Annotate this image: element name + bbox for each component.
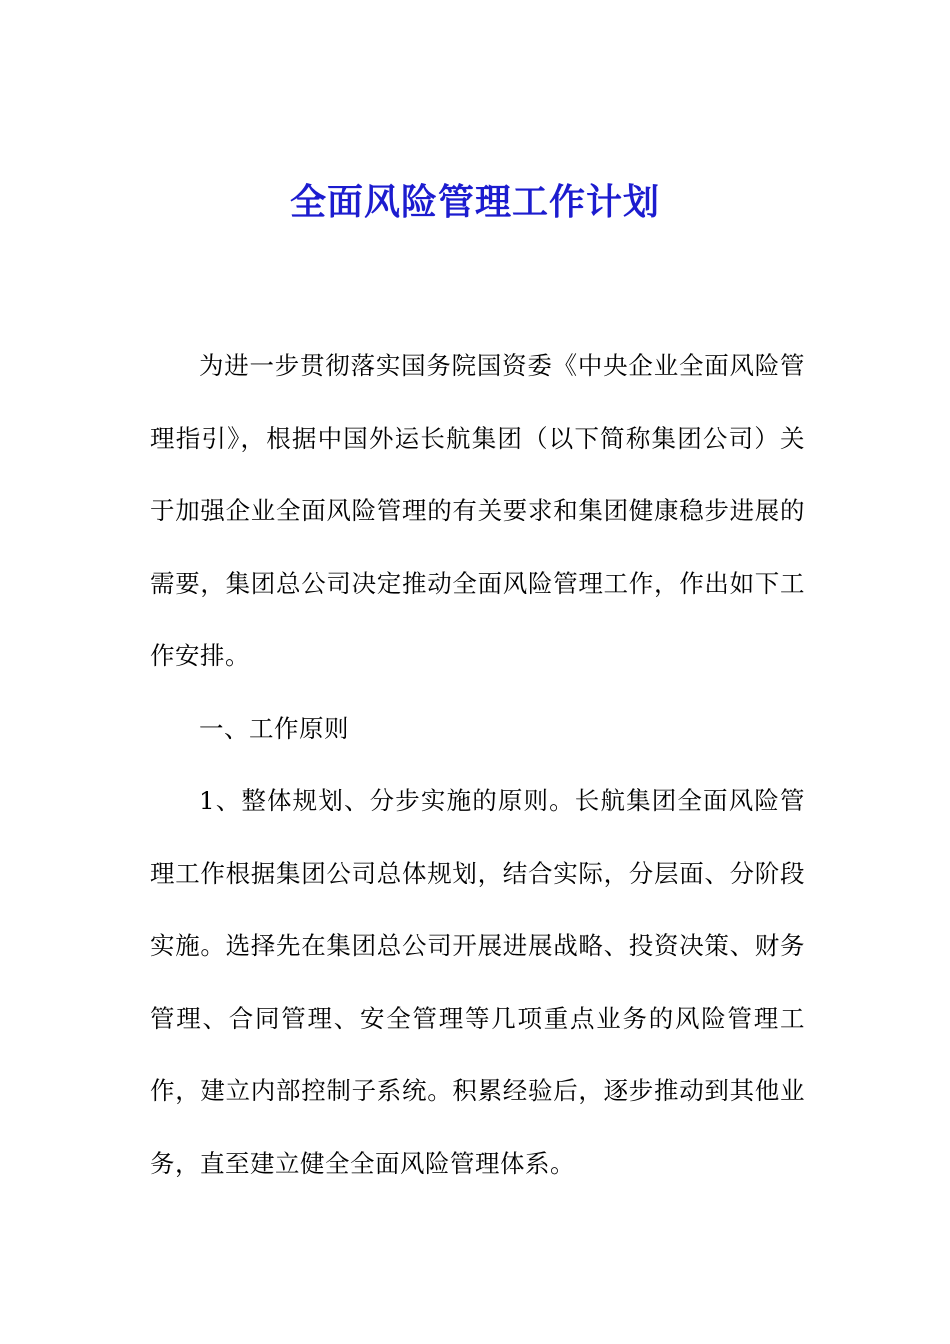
document-body xyxy=(150,330,805,1200)
intro-paragraph: 为进一步贯彻落实国务院国资委《中央企业全面风险管理指引》，根据中国外运长航集团（以下简称集团公司）关于加强企业全面风险管理的有关要求和集团健康稳步进展的需要，集团总公司决定推动全面风险管理工作，作出如下工作安排。 xyxy=(150,351,805,670)
document-title: 全面风险管理工作计划 xyxy=(289,182,660,223)
section-heading-work-principles: 一、工作原则 xyxy=(199,713,349,743)
principle-1-paragraph: 1、整体规划、分步实施的原则。长航集团全面风险管理工作根据集团公司总体规划，结合实际，分层面、分阶段实施。选择先在集团总公司开展进展战略、投资决策、财务管理、合同管理、安全管理等几项重点业务的风险管理工作，建立内部控制子系统。积累经验后，逐步推动到其他业务，直至建立健全全面风险管理体系。 xyxy=(150,786,805,1178)
